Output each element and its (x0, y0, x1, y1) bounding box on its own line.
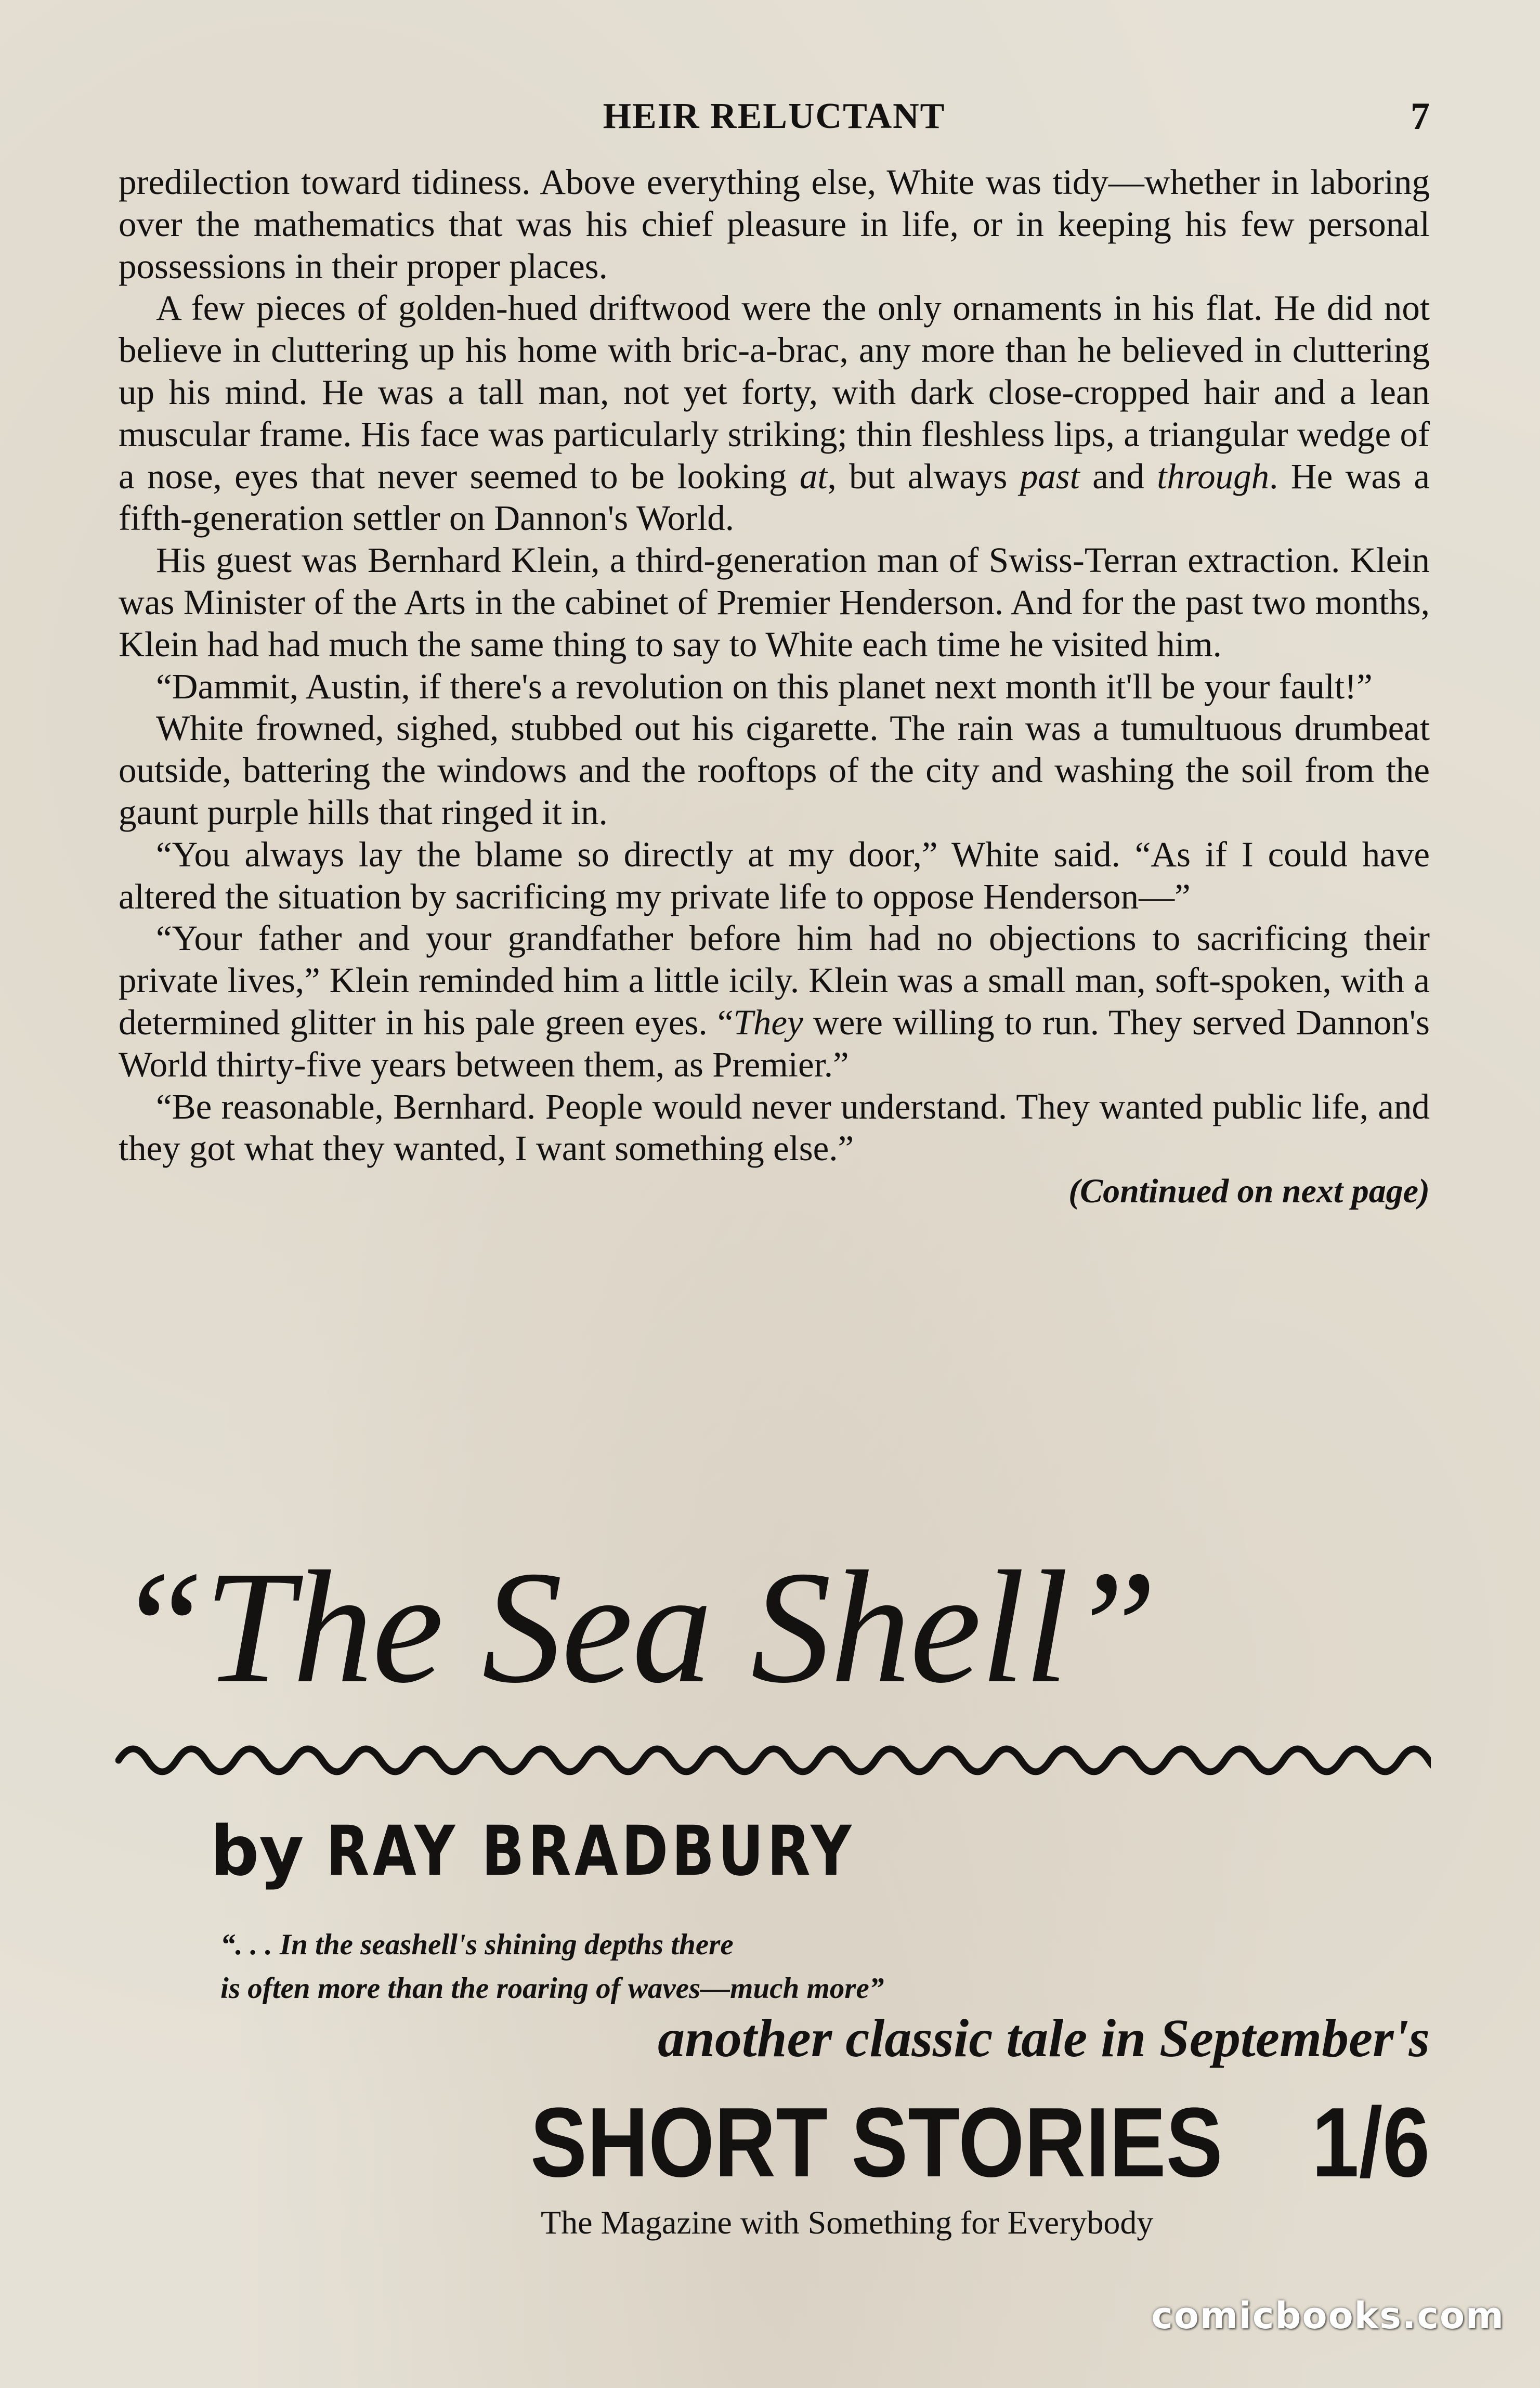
text-run: “Be reasonable, Bernhard. People would never understand. They wanted public life, and they got what they wanted, I want something else.” (119, 1086, 1430, 1169)
text-run: “Dammit, Austin, if there's a revolution on this planet next month it'll be your fault!” (156, 666, 1373, 706)
byline-prefix: by (210, 1811, 304, 1891)
text-run: A few pieces of golden-hued driftwood were the only ornaments in his flat. He did not believe in cluttering up his home with bric-a-brac, any more than he believed in cluttering up his mind. He was a tall man, not yet forty, with dark close-cropped hair and a lean muscular frame. His face was particularly striking; thin fleshless lips, a triangular wedge of a nose, eyes that never seemed to be looking (119, 288, 1430, 496)
text-run: and (1079, 456, 1157, 496)
continued-note: (Continued on next page) (1068, 1172, 1430, 1211)
author-name: RAY BRADBURY (325, 1811, 855, 1891)
text-run: . He was a fifth-generation settler on Dannon's World. (119, 456, 1430, 538)
text-run: His guest was Bernhard Klein, a third-generation man of Swiss-Terran extraction. Klein was Minister of the Arts in the cabinet of Premier Henderson. And for the past two months, Klein had had much the same thing to say to White each time he visited him. (119, 540, 1430, 664)
quote-line: is often more than the roaring of waves—much more” (220, 1972, 884, 2005)
text-run: , but always (827, 456, 1020, 496)
text-run: predilection toward tidiness. Above everything else, White was tidy—whether in laboring over the mathematics that was his chief pleasure in life, or in keeping his few personal possessions in their proper places. (119, 162, 1430, 286)
running-title: HEIR RELUCTANT (603, 96, 946, 136)
magazine-banner (530, 2087, 1430, 2198)
text-run: “You always lay the blame so directly at my door,” White said. “As if I could have altered the situation by sacrificing my private life to oppose Henderson—” (119, 834, 1430, 916)
watermark: comicbooks.com (1151, 2294, 1505, 2337)
page-number: 7 (1411, 95, 1430, 138)
ad-tagline: another classic tale in September's (658, 2008, 1430, 2068)
wavy-rule (115, 1737, 1431, 1784)
emphasis: past (1020, 456, 1080, 496)
emphasis: at (799, 456, 828, 496)
emphasis: They (733, 1002, 803, 1042)
emphasis: through (1157, 456, 1270, 496)
text-run: “Your father and your grandfather before him had no objections to sacrificing their private lives,” Klein reminded him a little icily. Klein was a small man, soft-spoken, with a determined glitter in his pale green eyes. “ (119, 918, 1430, 1042)
text-run: were willing to run. They served Dannon's World thirty-five years between them, as Premier.” (119, 1002, 1430, 1084)
ad-quote (220, 1923, 1000, 2010)
ad-title: “The Sea Shell” (115, 1538, 1157, 1717)
magazine-subtitle: The Magazine with Something for Everybody (541, 2204, 1154, 2241)
price: 1/6 (1311, 2087, 1430, 2198)
quote-line: “. . . In the seashell's shining depths there (220, 1928, 734, 1961)
text-run: White frowned, sighed, stubbed out his cigarette. The rain was a tumultuous drumbeat outside, battering the windows and the rooftops of the city and washing the soil from the gaunt purple hills that ringed it in. (119, 708, 1430, 832)
magazine-name: SHORT STORIES (530, 2087, 1223, 2198)
byline (210, 1810, 971, 1893)
